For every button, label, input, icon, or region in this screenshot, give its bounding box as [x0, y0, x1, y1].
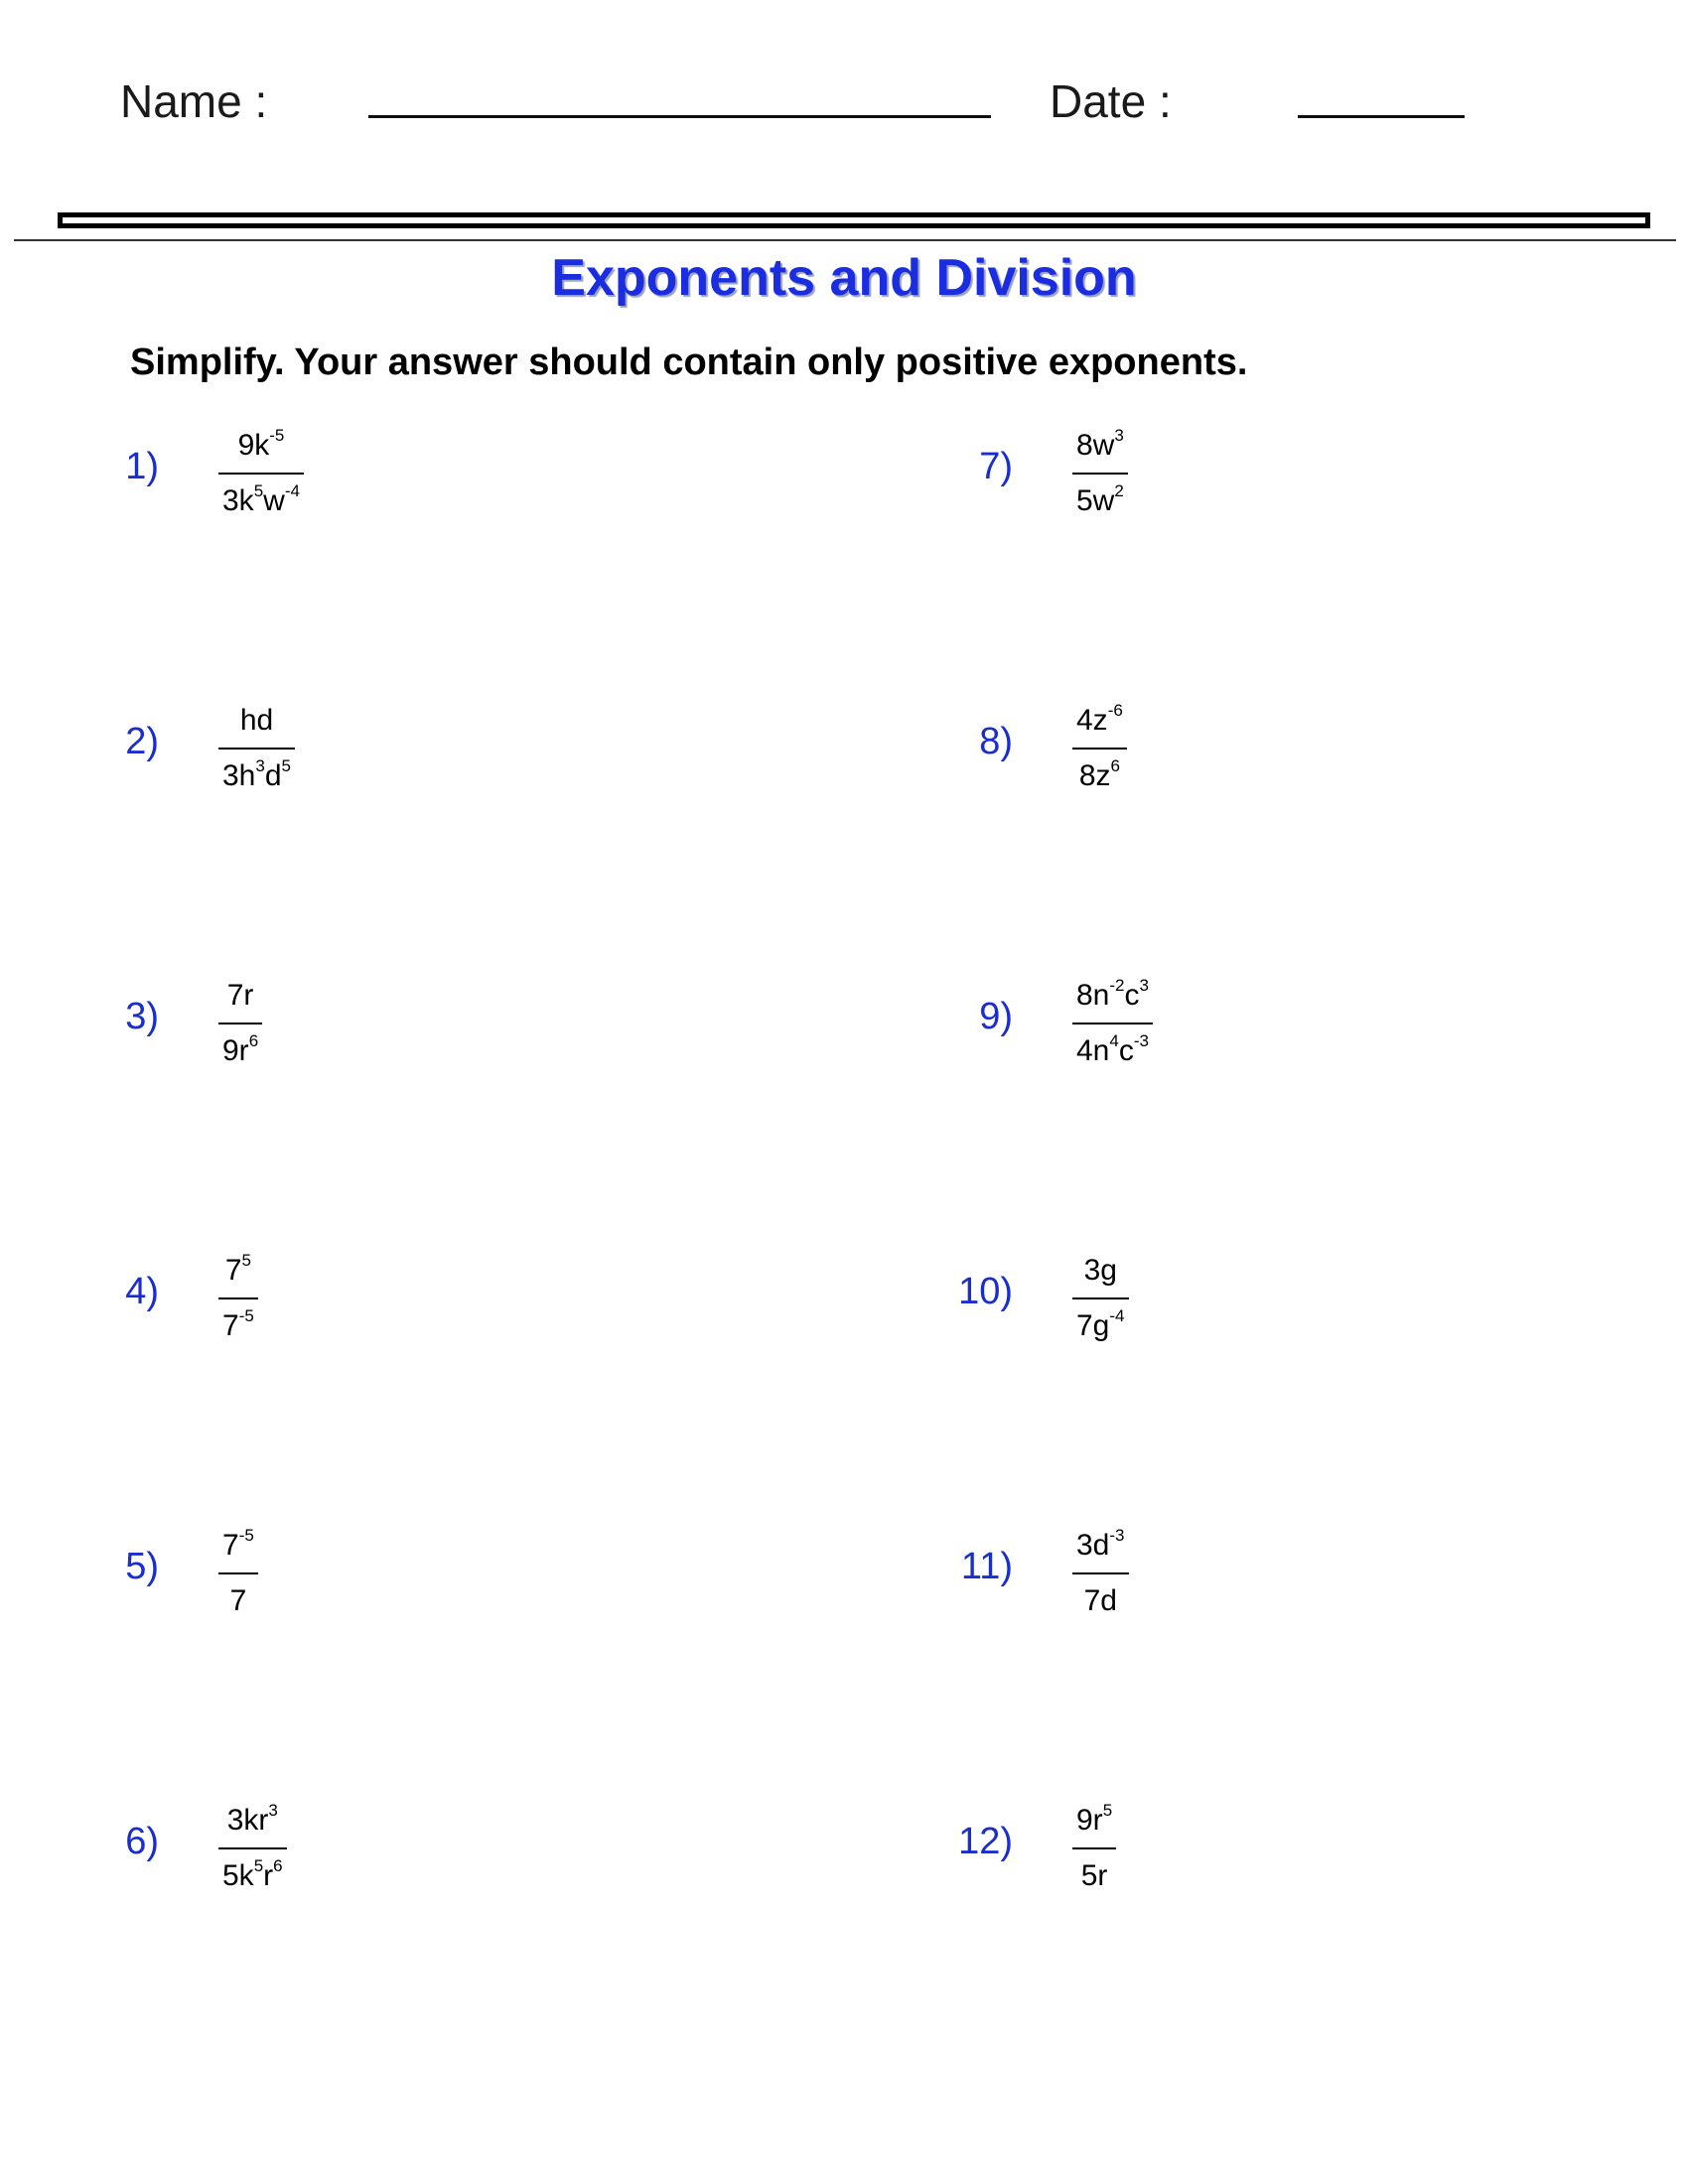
problem-number: 12) [958, 1821, 1013, 1862]
numerator [218, 1517, 258, 1572]
problem-number: 8) [979, 721, 1013, 762]
term-base: 7d [1083, 1584, 1117, 1617]
denominator [1077, 1849, 1112, 1893]
fraction [1072, 1792, 1116, 1893]
numerator [1072, 967, 1153, 1023]
term-base: 9r [1076, 1804, 1103, 1837]
term-exponent: -5 [238, 1306, 254, 1325]
term-exponent: 6 [248, 1031, 259, 1050]
term-exponent: -2 [1109, 976, 1125, 995]
numerator [223, 1792, 282, 1847]
denominator [218, 1299, 258, 1343]
problem-6 [60, 1792, 755, 1911]
problem-4 [60, 1242, 755, 1361]
term-base: c [1124, 979, 1140, 1012]
numerator [221, 1242, 255, 1297]
date-label: Date : [1050, 75, 1172, 127]
term-exponent: 5 [241, 1251, 251, 1270]
term-exponent: 5 [253, 1856, 264, 1875]
denominator [1072, 1299, 1129, 1343]
problem-number: 6) [125, 1821, 159, 1862]
term-base: hd [239, 704, 274, 737]
term-base: 5w [1076, 484, 1115, 517]
term-base: d [264, 759, 282, 792]
term-exponent: 3 [1139, 976, 1149, 995]
term-exponent: -5 [269, 426, 285, 445]
term-exponent: -4 [284, 481, 300, 500]
problem-number: 5) [125, 1546, 159, 1587]
term-base: 7 [229, 1584, 247, 1617]
numerator [234, 417, 289, 473]
term-exponent: -5 [238, 1526, 254, 1545]
problem-9 [914, 967, 1609, 1086]
denominator [1072, 475, 1128, 518]
problem-number: 4) [125, 1271, 159, 1312]
fraction [218, 1792, 287, 1893]
term-base: 7g [1076, 1309, 1110, 1342]
instructions: Simplify. Your answer should contain only positive exponents. [130, 341, 1248, 383]
problem-11 [914, 1517, 1609, 1636]
denominator [226, 1574, 251, 1618]
term-exponent: 4 [1109, 1031, 1119, 1050]
name-label: Name : [120, 75, 268, 127]
term-exponent: 2 [1114, 481, 1124, 500]
term-base: 7 [222, 1529, 239, 1562]
term-base: r [263, 1859, 274, 1892]
term-base: 7 [222, 1309, 239, 1342]
term-exponent: 5 [281, 756, 291, 775]
denominator [1072, 1024, 1153, 1068]
term-base: 5r [1080, 1859, 1108, 1892]
numerator [223, 967, 258, 1023]
problem-10 [914, 1242, 1609, 1361]
problem-number: 9) [979, 996, 1013, 1037]
term-base: 3h [222, 759, 256, 792]
numerator [236, 692, 277, 748]
term-exponent: -3 [1133, 1031, 1149, 1050]
term-base: 3k [222, 484, 254, 517]
term-base: 8n [1076, 979, 1110, 1012]
fraction [1072, 692, 1127, 793]
fraction [1072, 967, 1153, 1068]
denominator [218, 1849, 287, 1893]
term-exponent: 3 [268, 1801, 278, 1820]
term-exponent: 5 [253, 481, 264, 500]
numerator [1072, 1792, 1116, 1847]
term-base: 3kr [226, 1804, 269, 1837]
term-base: 4z [1076, 704, 1108, 737]
term-base: 9r [222, 1034, 249, 1067]
fraction [218, 417, 304, 518]
term-base: 3d [1076, 1529, 1110, 1562]
problem-3 [60, 967, 755, 1086]
name-field-line[interactable] [368, 115, 991, 118]
term-base: 8z [1078, 759, 1111, 792]
numerator [1072, 1517, 1129, 1572]
term-exponent: 3 [1114, 426, 1124, 445]
problem-8 [914, 692, 1609, 811]
problem-number: 3) [125, 996, 159, 1037]
term-base: 5k [222, 1859, 254, 1892]
denominator [218, 475, 304, 518]
term-exponent: -3 [1109, 1526, 1125, 1545]
term-exponent: 5 [1102, 1801, 1113, 1820]
fraction [218, 1517, 258, 1618]
fraction [218, 1242, 258, 1343]
problem-5 [60, 1517, 755, 1636]
problem-2 [60, 692, 755, 811]
fraction [218, 967, 262, 1068]
term-base: c [1118, 1034, 1134, 1067]
term-base: 8w [1076, 429, 1115, 462]
denominator [218, 750, 295, 793]
problem-1 [60, 417, 755, 536]
problem-number: 1) [125, 446, 159, 487]
fraction [1072, 1517, 1129, 1618]
term-base: w [263, 484, 285, 517]
fraction [218, 692, 295, 793]
term-base: 9k [237, 429, 270, 462]
header-double-rule [58, 212, 1650, 228]
worksheet-title: Exponents and Division [551, 249, 1137, 307]
numerator [1072, 692, 1127, 748]
term-exponent: -4 [1109, 1306, 1125, 1325]
denominator [218, 1024, 262, 1068]
term-base: 7r [226, 979, 254, 1012]
term-base: 7 [224, 1254, 242, 1287]
term-exponent: 6 [1110, 756, 1120, 775]
term-exponent: -6 [1107, 701, 1123, 720]
numerator [1072, 417, 1128, 473]
problem-number: 7) [979, 446, 1013, 487]
fraction [1072, 417, 1128, 518]
problem-number: 10) [958, 1271, 1013, 1312]
term-exponent: 6 [273, 1856, 283, 1875]
problem-number: 11) [960, 1546, 1013, 1587]
date-field-line[interactable] [1298, 115, 1465, 118]
denominator [1080, 1574, 1121, 1618]
numerator [1080, 1242, 1121, 1297]
problem-12 [914, 1792, 1609, 1911]
header-divider [14, 239, 1676, 241]
denominator [1075, 750, 1124, 793]
term-base: 3g [1083, 1254, 1117, 1287]
fraction [1072, 1242, 1129, 1343]
problem-7 [914, 417, 1609, 536]
problem-number: 2) [125, 721, 159, 762]
term-exponent: 3 [255, 756, 265, 775]
term-base: 4n [1076, 1034, 1110, 1067]
